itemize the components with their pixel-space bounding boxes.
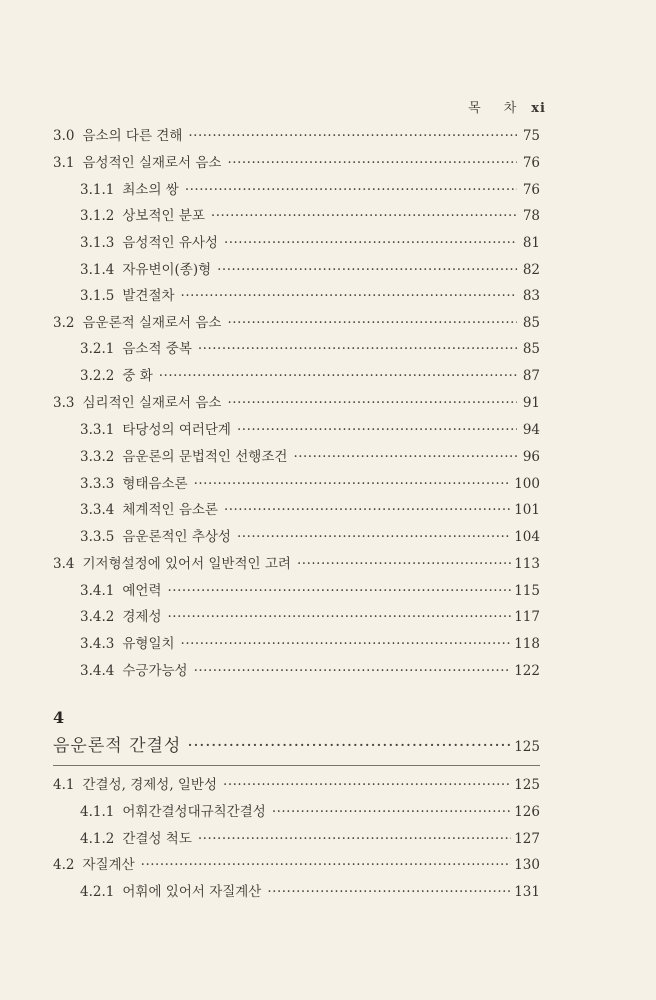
section-number: 4.1.2 — [80, 831, 115, 847]
header-word-1: 목 — [468, 101, 482, 116]
section-title: 최소의 쌍 — [122, 182, 179, 198]
toc-entry — [53, 126, 540, 146]
dot-leader — [167, 607, 511, 627]
page-number: 125 — [514, 777, 540, 793]
section-title: 상보적인 분포 — [122, 208, 205, 224]
page-number: 91 — [522, 395, 540, 411]
toc-entry — [80, 206, 540, 226]
page-number: 76 — [522, 182, 540, 198]
section-title: 유형일치 — [122, 636, 175, 652]
section-title: 심리적인 실재로서 음소 — [82, 395, 222, 411]
toc-entry — [80, 882, 540, 902]
section-title: 경제성 — [122, 609, 162, 625]
toc-entry — [80, 802, 540, 822]
toc-entry — [80, 366, 540, 386]
header-word-2: 차 — [503, 101, 518, 116]
page-number: 87 — [522, 368, 540, 384]
toc-entry — [80, 500, 540, 520]
toc-entry — [80, 581, 540, 601]
dot-leader — [198, 339, 517, 359]
section-number: 3.2 — [53, 315, 75, 331]
dot-leader — [185, 180, 517, 200]
header-page-number: xi — [531, 101, 546, 116]
section-number: 4.2 — [53, 857, 75, 873]
section-number: 3.3.3 — [80, 476, 115, 492]
page-number: 85 — [522, 341, 540, 357]
section-number: 4.1 — [53, 777, 75, 793]
section-title: 어휘에 있어서 자질계산 — [122, 884, 262, 900]
page-number: 117 — [514, 609, 540, 625]
dot-leader — [167, 581, 511, 601]
toc-entry — [80, 180, 540, 200]
chapter-rule — [53, 765, 540, 766]
toc-entry — [80, 607, 540, 627]
toc-entry — [80, 339, 540, 359]
page-number: 101 — [514, 502, 540, 518]
toc-entry — [80, 829, 540, 849]
toc-entry — [53, 775, 540, 795]
section-title: 간결성, 경제성, 일반성 — [82, 777, 218, 793]
toc-entry — [80, 661, 540, 681]
page-number: 127 — [514, 831, 540, 847]
section-title: 기저형설정에 있어서 일반적인 고려 — [82, 556, 291, 572]
section-number: 4.1.1 — [80, 804, 115, 820]
section-number: 3.2.2 — [80, 368, 115, 384]
section-title: 수긍가능성 — [122, 663, 188, 679]
section-title: 발견절차 — [122, 288, 175, 304]
toc-entry — [80, 447, 540, 467]
dot-leader — [217, 260, 517, 280]
dot-leader — [181, 286, 517, 306]
toc-entry — [53, 554, 540, 574]
dot-leader — [227, 313, 517, 333]
page-number: 126 — [514, 804, 540, 820]
page-number: 81 — [522, 235, 540, 251]
toc-entry — [53, 393, 540, 413]
section-title: 예언력 — [122, 583, 162, 599]
section-title: 자질계산 — [82, 857, 135, 873]
page-number: 78 — [522, 208, 540, 224]
section-number: 3.1.3 — [80, 235, 115, 251]
section-title: 음운론적 실재로서 음소 — [82, 315, 222, 331]
section-title: 음성적인 실재로서 음소 — [82, 155, 222, 171]
section-number: 3.1.1 — [80, 182, 115, 198]
section-number: 3.4.3 — [80, 636, 115, 652]
toc-entry — [80, 233, 540, 253]
section-number: 3.3.1 — [80, 422, 115, 438]
toc-entry — [80, 634, 540, 654]
toc-entry — [53, 855, 540, 875]
chapter-title: 음운론적 간결성 — [53, 736, 182, 756]
dot-leader — [187, 736, 511, 756]
toc-entry — [80, 474, 540, 494]
section-title: 음운론적인 추상성 — [122, 529, 231, 545]
toc-entry — [80, 420, 540, 440]
section-title: 자유변이(종)형 — [122, 262, 212, 278]
chapter-number: 4 — [53, 708, 65, 727]
running-header — [468, 97, 546, 116]
section-number: 3.1.4 — [80, 262, 115, 278]
dot-leader — [267, 882, 511, 902]
page-number: 130 — [514, 857, 540, 873]
page-number: 115 — [514, 583, 540, 599]
page-number: 76 — [522, 155, 540, 171]
dot-leader — [224, 233, 517, 253]
toc-entry — [80, 286, 540, 306]
dot-leader — [237, 420, 517, 440]
dot-leader — [194, 474, 512, 494]
section-number: 3.0 — [53, 128, 75, 144]
section-number: 3.4.4 — [80, 663, 115, 679]
toc-entry — [80, 527, 540, 547]
page-number: 104 — [514, 529, 540, 545]
page-number: 85 — [522, 315, 540, 331]
section-title: 중 화 — [122, 368, 153, 384]
dot-leader — [297, 554, 511, 574]
section-number: 3.4.2 — [80, 609, 115, 625]
page-number: 83 — [522, 288, 540, 304]
toc-entry — [53, 153, 540, 173]
page-number: 94 — [522, 422, 540, 438]
section-title: 어휘간결성대규칙간결성 — [122, 804, 266, 820]
page-number: 96 — [522, 449, 540, 465]
section-title: 음소의 다른 견해 — [82, 128, 183, 144]
section-number: 3.3.2 — [80, 449, 115, 465]
section-title: 음운론의 문법적인 선행조건 — [122, 449, 288, 465]
dot-leader — [227, 393, 517, 413]
section-title: 형태음소론 — [122, 476, 188, 492]
dot-leader — [198, 829, 511, 849]
section-number: 4.2.1 — [80, 884, 115, 900]
page-number: 131 — [514, 884, 540, 900]
page-number: 125 — [514, 739, 540, 755]
dot-leader — [272, 802, 511, 822]
toc-entry — [53, 313, 540, 333]
section-number: 3.4 — [53, 556, 75, 572]
page-number: 100 — [514, 476, 540, 492]
dot-leader — [211, 206, 517, 226]
page-number: 75 — [522, 128, 540, 144]
page-number: 122 — [514, 663, 540, 679]
section-number: 3.1.5 — [80, 288, 115, 304]
dot-leader — [293, 447, 517, 467]
dot-leader — [188, 126, 517, 146]
dot-leader — [141, 855, 512, 875]
dot-leader — [159, 366, 517, 386]
dot-leader — [181, 634, 512, 654]
page-number: 82 — [522, 262, 540, 278]
section-title: 체계적인 음소론 — [122, 502, 218, 518]
chapter-heading — [53, 736, 540, 756]
toc-entry — [80, 260, 540, 280]
section-title: 타당성의 여러단계 — [122, 422, 231, 438]
section-number: 3.1.2 — [80, 208, 115, 224]
dot-leader — [223, 775, 511, 795]
dot-leader — [227, 153, 517, 173]
dot-leader — [237, 527, 511, 547]
section-number: 3.3.5 — [80, 529, 115, 545]
section-number: 3.3.4 — [80, 502, 115, 518]
section-number: 3.2.1 — [80, 341, 115, 357]
section-title: 음소적 중복 — [122, 341, 192, 357]
section-title: 음성적인 유사성 — [122, 235, 218, 251]
page-number: 118 — [514, 636, 540, 652]
section-number: 3.3 — [53, 395, 75, 411]
page-number: 113 — [514, 556, 540, 572]
section-title: 간결성 척도 — [122, 831, 192, 847]
dot-leader — [224, 500, 511, 520]
section-number: 3.1 — [53, 155, 75, 171]
section-number: 3.4.1 — [80, 583, 115, 599]
dot-leader — [194, 661, 512, 681]
